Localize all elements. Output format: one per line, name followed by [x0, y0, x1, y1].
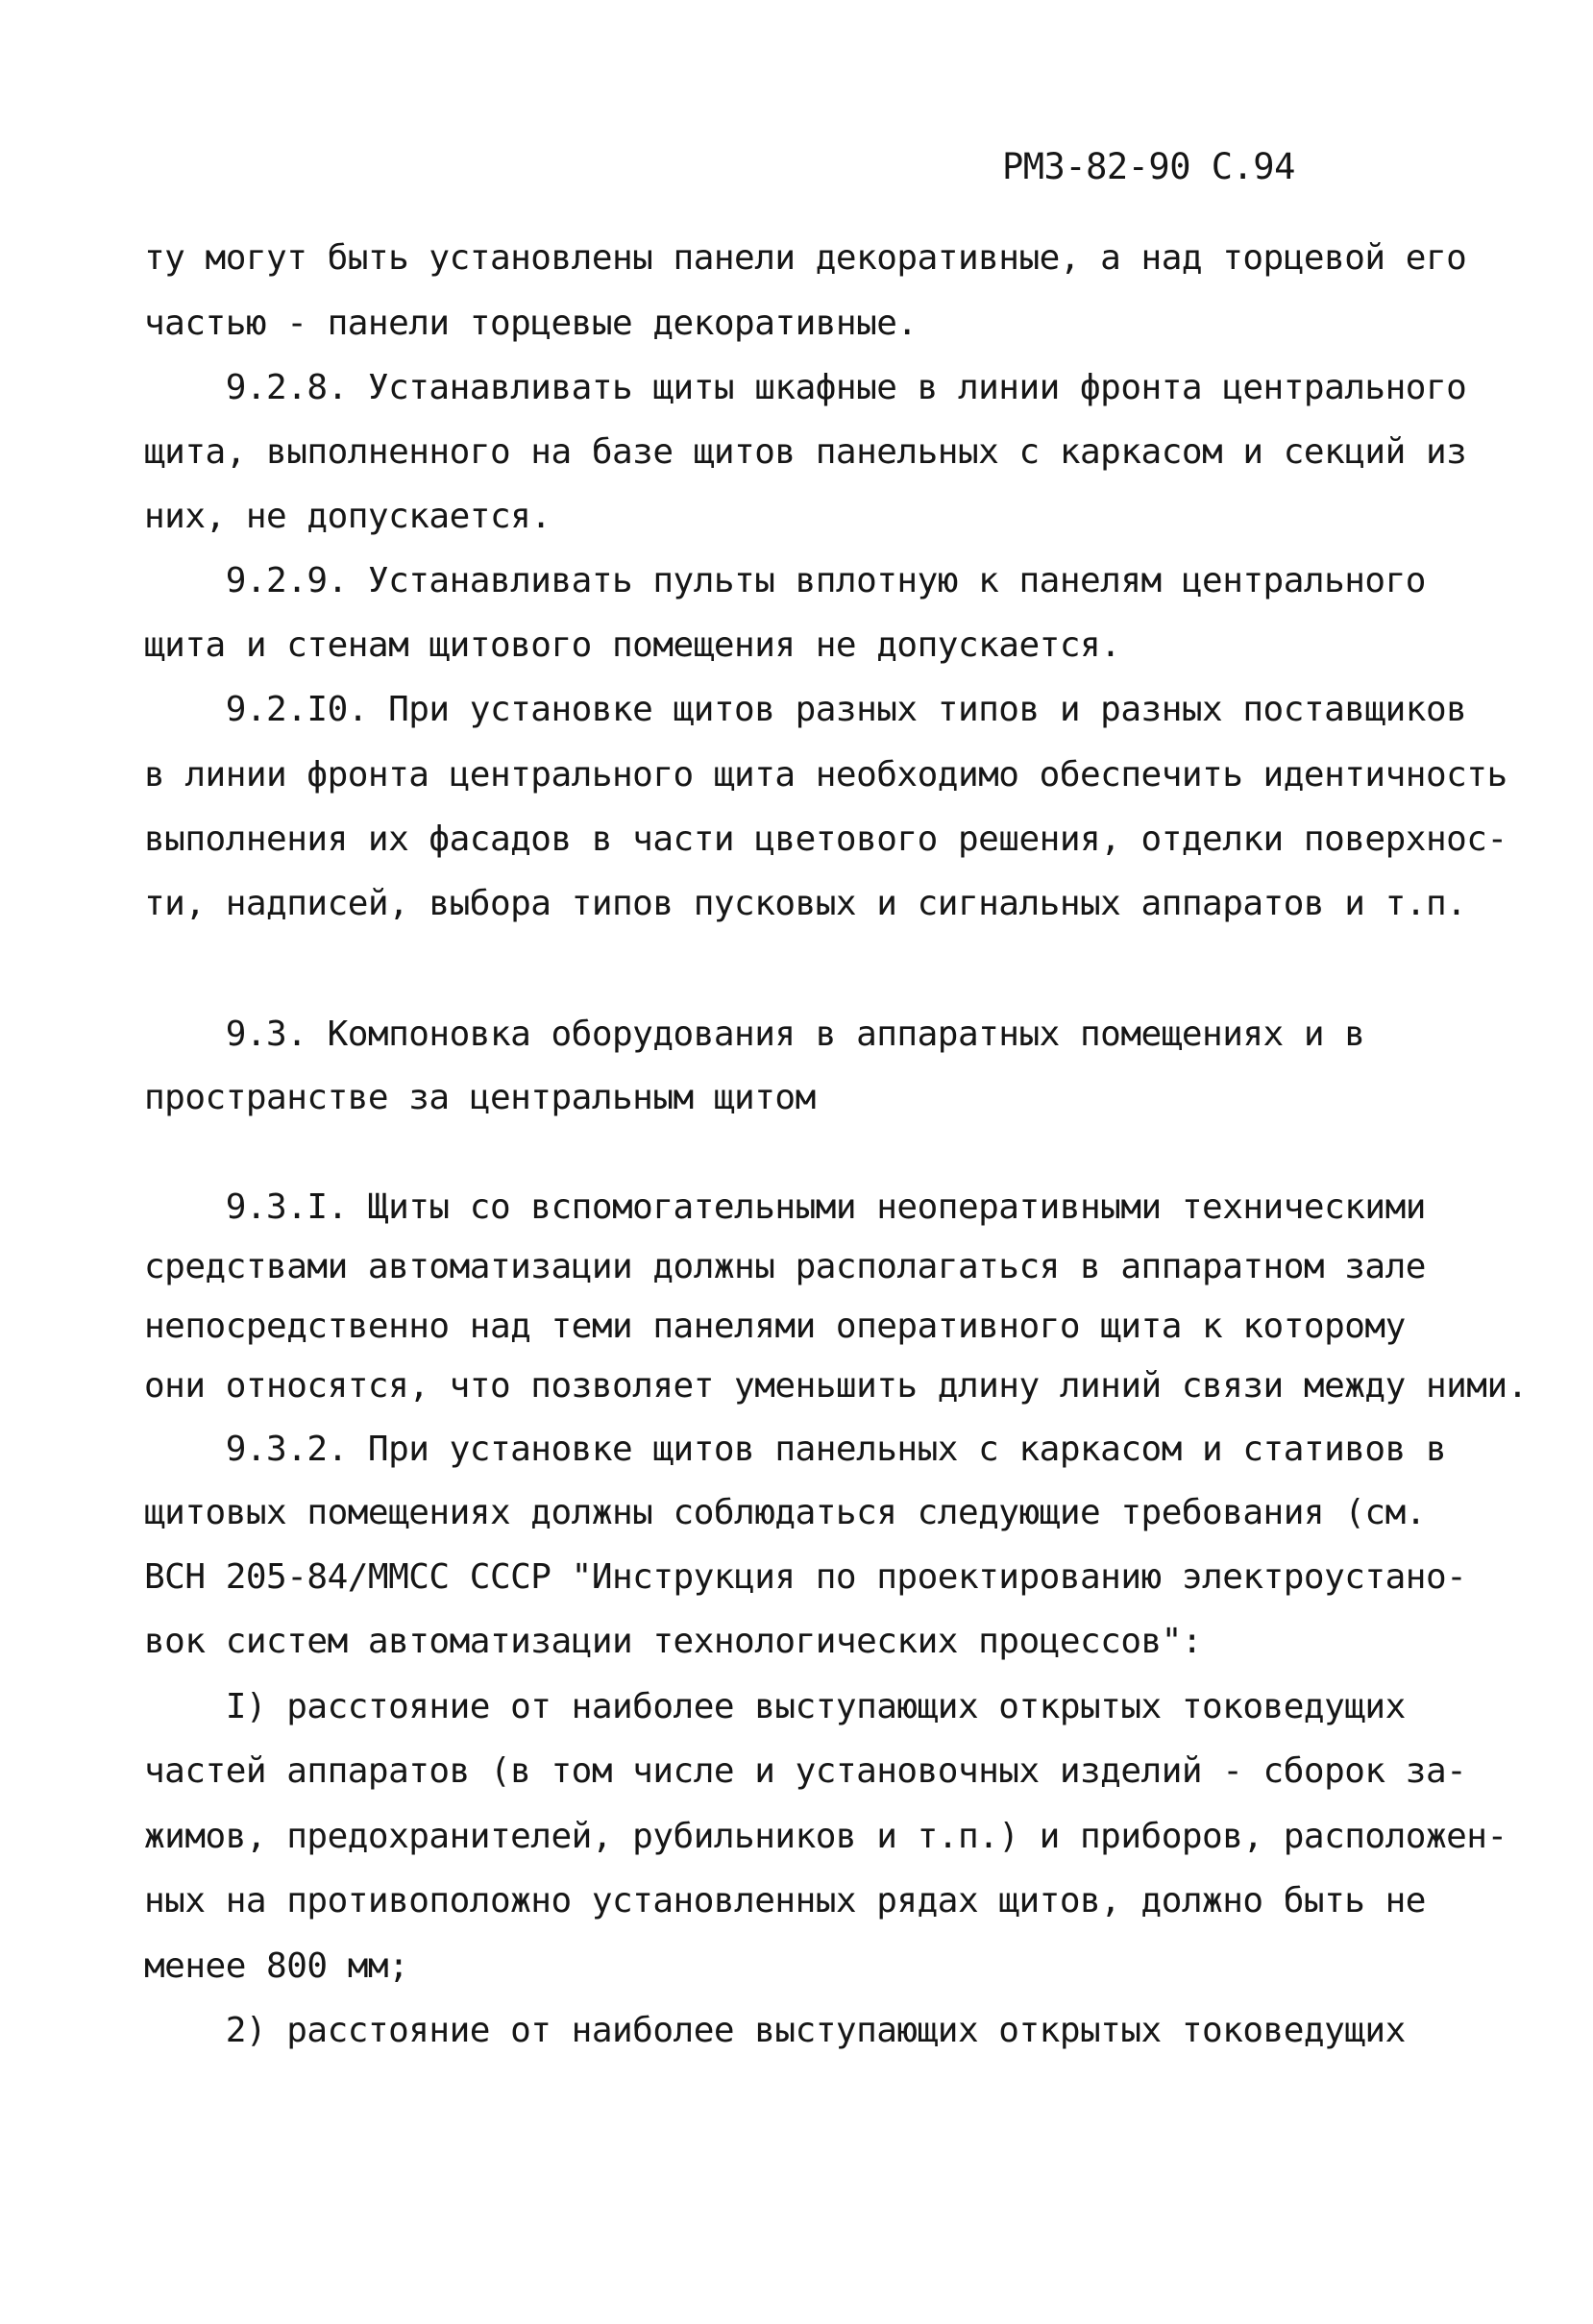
paragraph-9-2-8: 9.2.8. Устанавливать щиты шкафные в линии фронта центрального	[144, 368, 1467, 407]
text-line: ту могут быть установлены панели декоративные, а над торцевой его	[144, 238, 1467, 278]
text-line: ных на противоположно установленных рядах щитов, должно быть не	[144, 1881, 1426, 1920]
text-line: ВСН 205-84/ММСС СССР "Инструкция по проектированию электроустано-	[144, 1557, 1467, 1597]
text-line: жимов, предохранителей, рубильников и т.п.) и приборов, расположен-	[144, 1817, 1507, 1856]
text-line: них, не допускается.	[144, 497, 551, 536]
list-item-2: 2) расстояние от наиболее выступающих открытых токоведущих	[144, 2011, 1406, 2050]
text-line: менее 800 мм;	[144, 1946, 409, 1986]
text-line: они относятся, что позволяет уменьшить длину линий связи между ними.	[144, 1366, 1528, 1406]
paragraph-9-2-9: 9.2.9. Устанавливать пульты вплотную к панелям центрального	[144, 561, 1426, 600]
text-line: щитовых помещениях должны соблюдаться следующие требования (см.	[144, 1493, 1426, 1532]
section-heading-continued: пространстве за центральным щитом	[144, 1078, 816, 1117]
text-line: щита, выполненного на базе щитов панельных с каркасом и секций из	[144, 432, 1467, 472]
text-line: непосредственно над теми панелями оперативного щита к которому	[144, 1307, 1406, 1346]
list-item-1: I) расстояние от наиболее выступающих открытых токоведущих	[144, 1687, 1406, 1726]
paragraph-9-3-1: 9.3.I. Щиты со вспомогательными неоперативными техническими	[144, 1187, 1426, 1227]
text-line: выполнения их фасадов в части цветового решения, отделки поверхнос-	[144, 820, 1507, 859]
text-line: щита и стенам щитового помещения не допускается.	[144, 625, 1121, 665]
document-reference-header: РМЗ-82-90 С.94	[1002, 146, 1295, 187]
paragraph-9-2-10: 9.2.I0. При установке щитов разных типов и разных поставщиков	[144, 690, 1467, 729]
text-line: средствами автоматизации должны располагаться в аппаратном зале	[144, 1247, 1426, 1286]
paragraph-9-3-2: 9.3.2. При установке щитов панельных с каркасом и стативов в	[144, 1430, 1447, 1469]
text-line: ти, надписей, выбора типов пусковых и сигнальных аппаратов и т.п.	[144, 884, 1467, 923]
section-heading-9-3: 9.3. Компоновка оборудования в аппаратных помещениях и в	[144, 1015, 1365, 1054]
text-line: вок систем автоматизации технологических процессов":	[144, 1622, 1203, 1661]
text-line: в линии фронта центрального щита необходимо обеспечить идентичность	[144, 755, 1507, 795]
text-line: частью - панели торцевые декоративные.	[144, 304, 918, 343]
text-line: частей аппаратов (в том числе и установочных изделий - сборок за-	[144, 1751, 1467, 1791]
